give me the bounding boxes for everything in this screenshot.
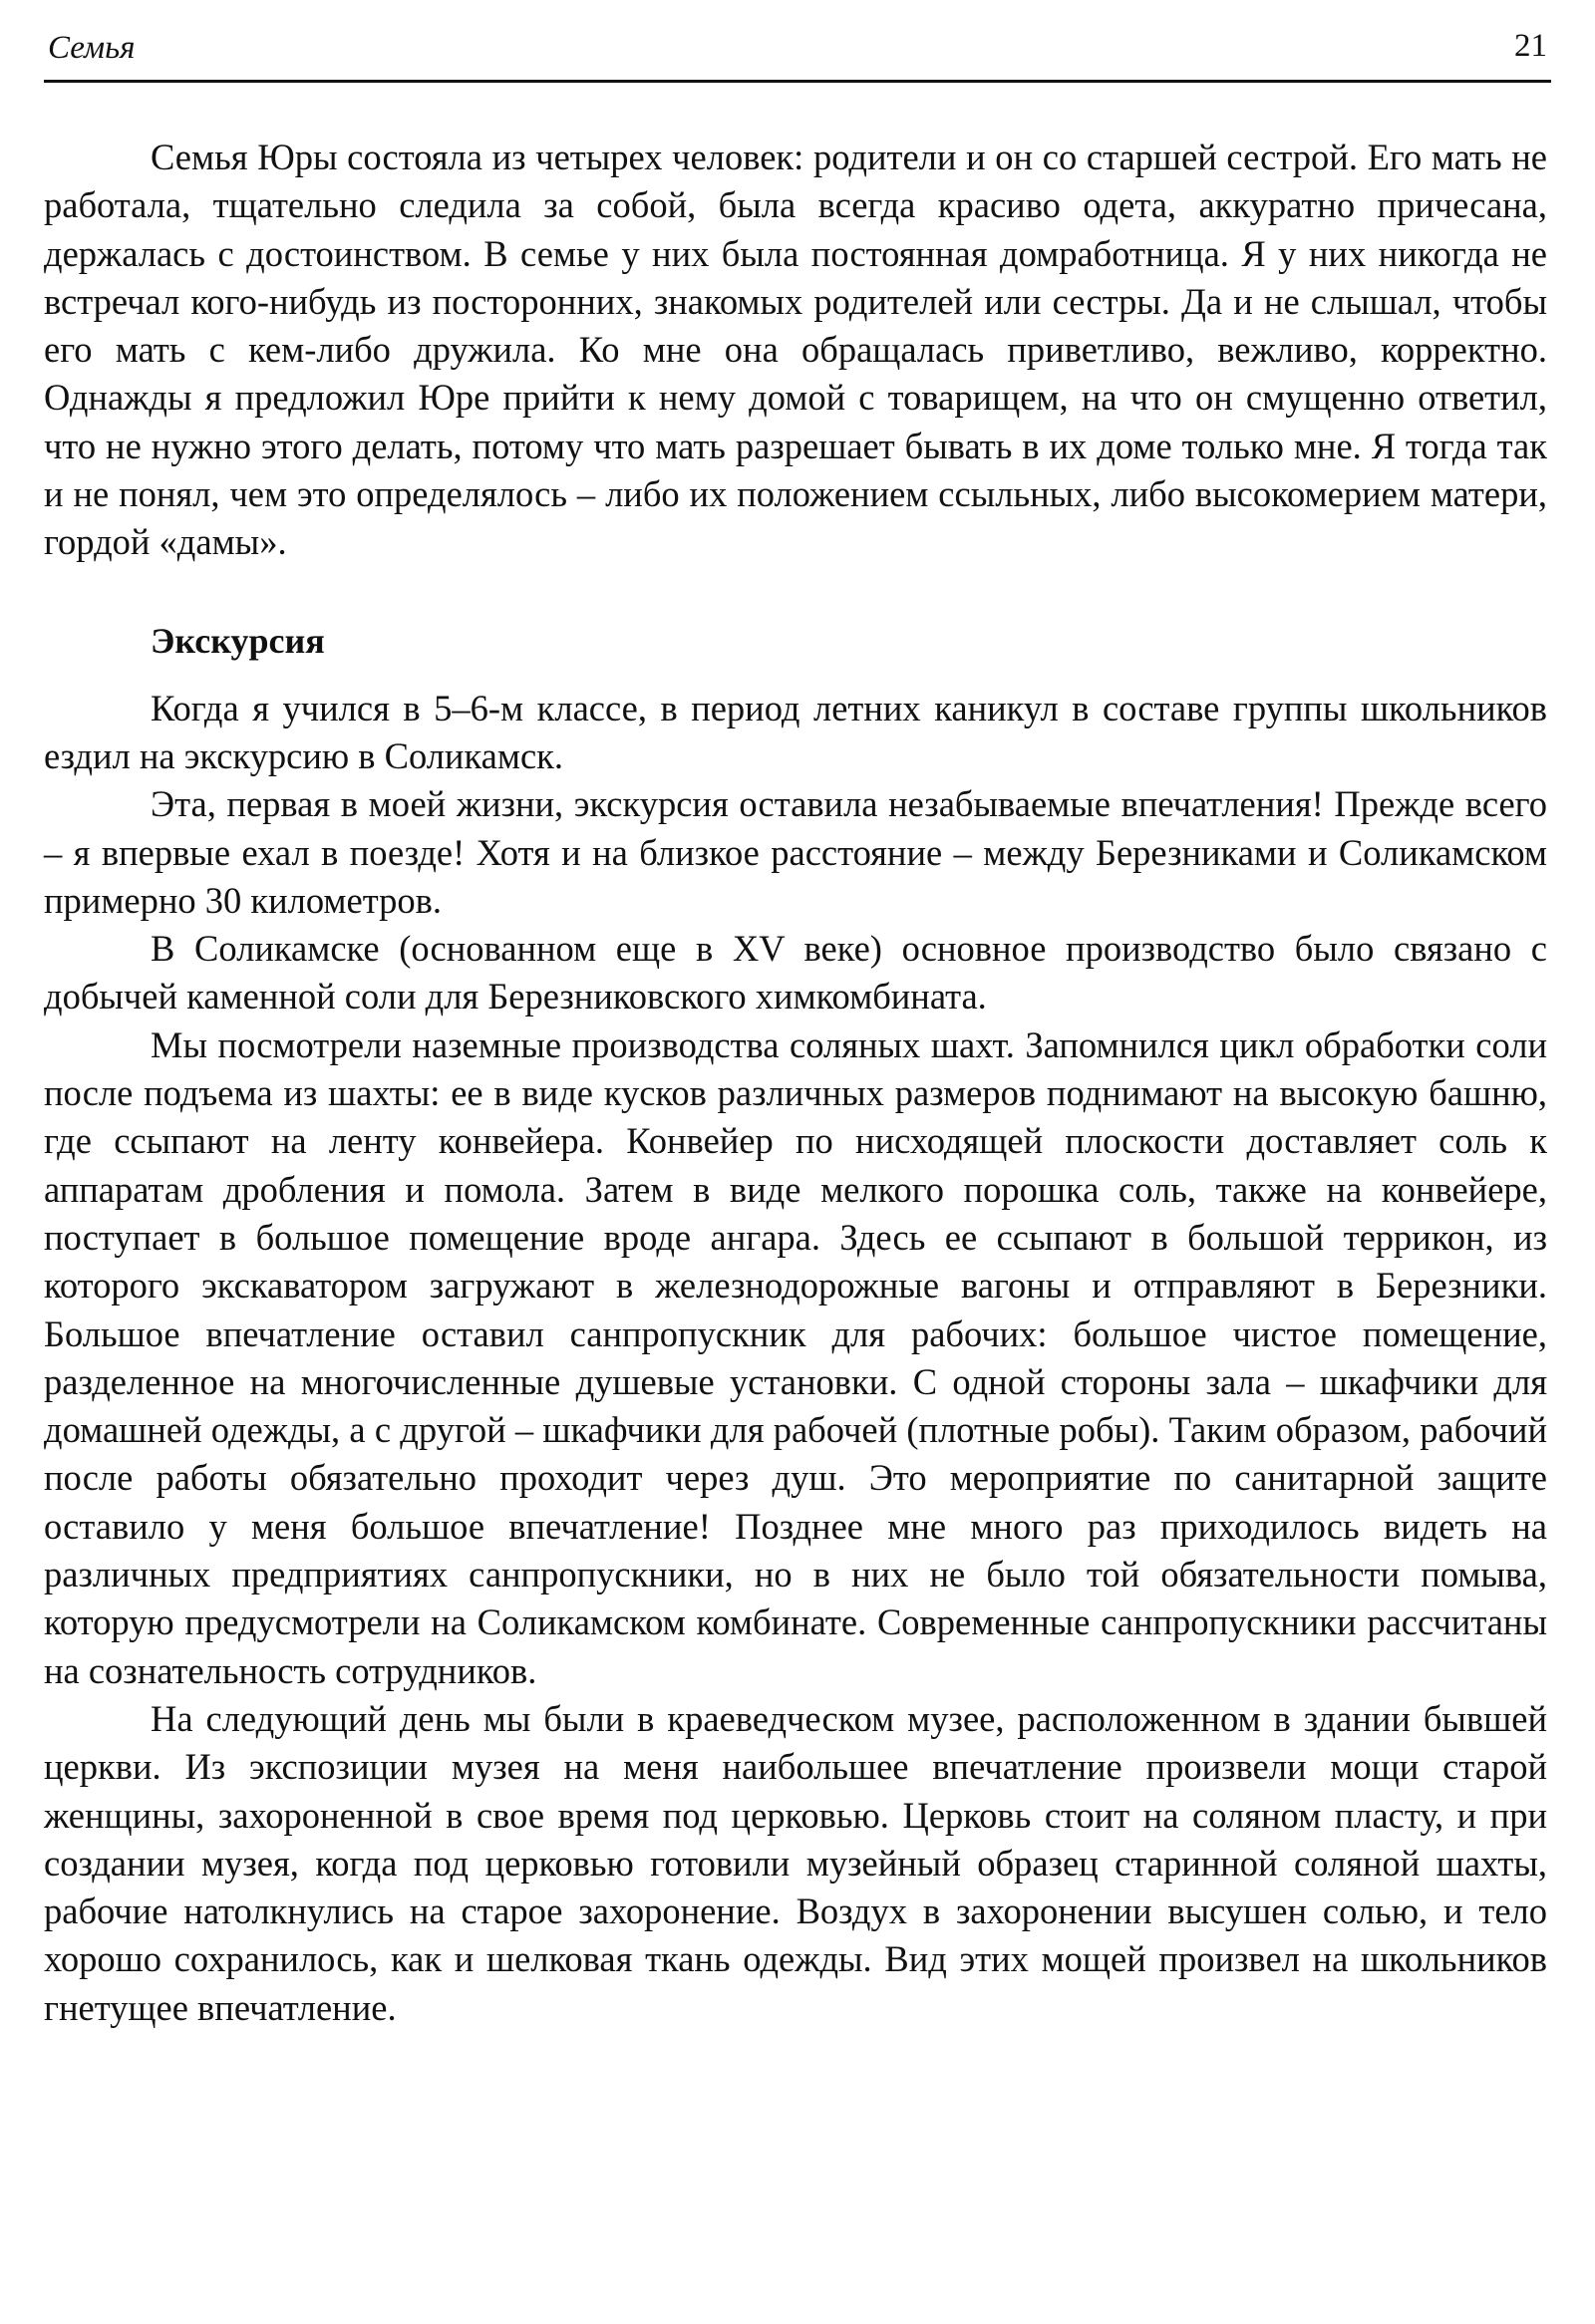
paragraph: На следующий день мы были в краеведческом музее, расположенном в здании бывшей церкви. Из экспозиции музея на меня наибольшее впечатление произвели мощи старой женщины, захороненной в свое время под церковью. Церковь стоит на соляном пласту, и при создании музея, когда под церковью готовили музейный образец старинной соляной шахты, рабочие натолкнулись на старое захоронение. Воздух в захоронении высушен солью, и тело хорошо сохранилось, как и шелковая ткань одежды. Вид этих мощей произвел на школьников гнетущее впечатление. (44, 1697, 1547, 2028)
running-title: Семья (48, 30, 136, 66)
page-number: 21 (1514, 28, 1547, 64)
paragraph: В Соликамске (основанном еще в XV веке) основное производство было связано с добычей каменной соли для Березниковского химкомбината. (44, 928, 1547, 1017)
body-text (44, 134, 1547, 2032)
section-heading: Экскурсия (151, 620, 325, 661)
paragraph: Эта, первая в моей жизни, экскурсия оставила незабываемые впечатления! Прежде всего – я впервые ехал в поезде! Хотя и на близкое расстояние – между Березниками и Соликамском примерно 30 километров. (44, 783, 1547, 921)
paragraph-family: Семья Юры состояла из четырех человек: родители и он со старшей сестрой. Его мать не работала, тщательно следила за собой, была всегда красиво одета, аккуратно причесана, держалась с достоинством. В семье у них была постоянная домработница. Я у них никогда не встречал кого-нибудь из посторонних, знакомых родителей или сестры. Да и не слышал, чтобы его мать с кем-либо дружила. Ко мне она обращалась приветливо, вежливо, корректно. Однажды я предложил Юре прийти к нему домой с товарищем, на что он смущенно ответил, что не нужно этого делать, потому что мать разрешает бывать в их доме только мне. Я тогда так и не понял, чем это определялось – либо их положением ссыльных, либо высокомерием матери, гордой «дамы». (44, 137, 1547, 563)
paragraph: Мы посмотрели наземные производства соляных шахт. Запомнился цикл обработки соли после подъема из шахты: ее в виде кусков различных размеров поднимают на высокую башню, где ссыпают на ленту конвейера. Конвейер по нисходящей плоскости доставляет соль к аппаратам дробления и помола. Затем в виде мелкого порошка соль, также на конвейере, поступает в большое помещение вроде ангара. Здесь ее ссыпают в большой террикон, из которого экскаватором загружают в железнодорожные вагоны и отправляют в Березники. Большое впечатление оставил санпропускник для рабочих: большое чистое помещение, разделенное на многочисленные душевые установки. С одной стороны зала – шкафчики для домашней одежды, а с другой – шкафчики для рабочей (плотные робы). Таким образом, рабочий после работы обязательно проходит через душ. Это мероприятие по санитарной защите оставило у меня большое впечатление! Позднее мне много раз приходилось видеть на различных предприятиях санпропускники, но в них не было той обязательности помыва, которую предусмотрели на Соликамском комбинате. Современные санпропускники рассчитаны на сознательность сотрудников. (44, 1023, 1547, 1691)
running-header (44, 28, 1551, 83)
paragraph: Когда я учился в 5–6-м классе, в период летних каникул в составе группы школьников ездил на экскурсию в Соликамск. (44, 687, 1547, 776)
